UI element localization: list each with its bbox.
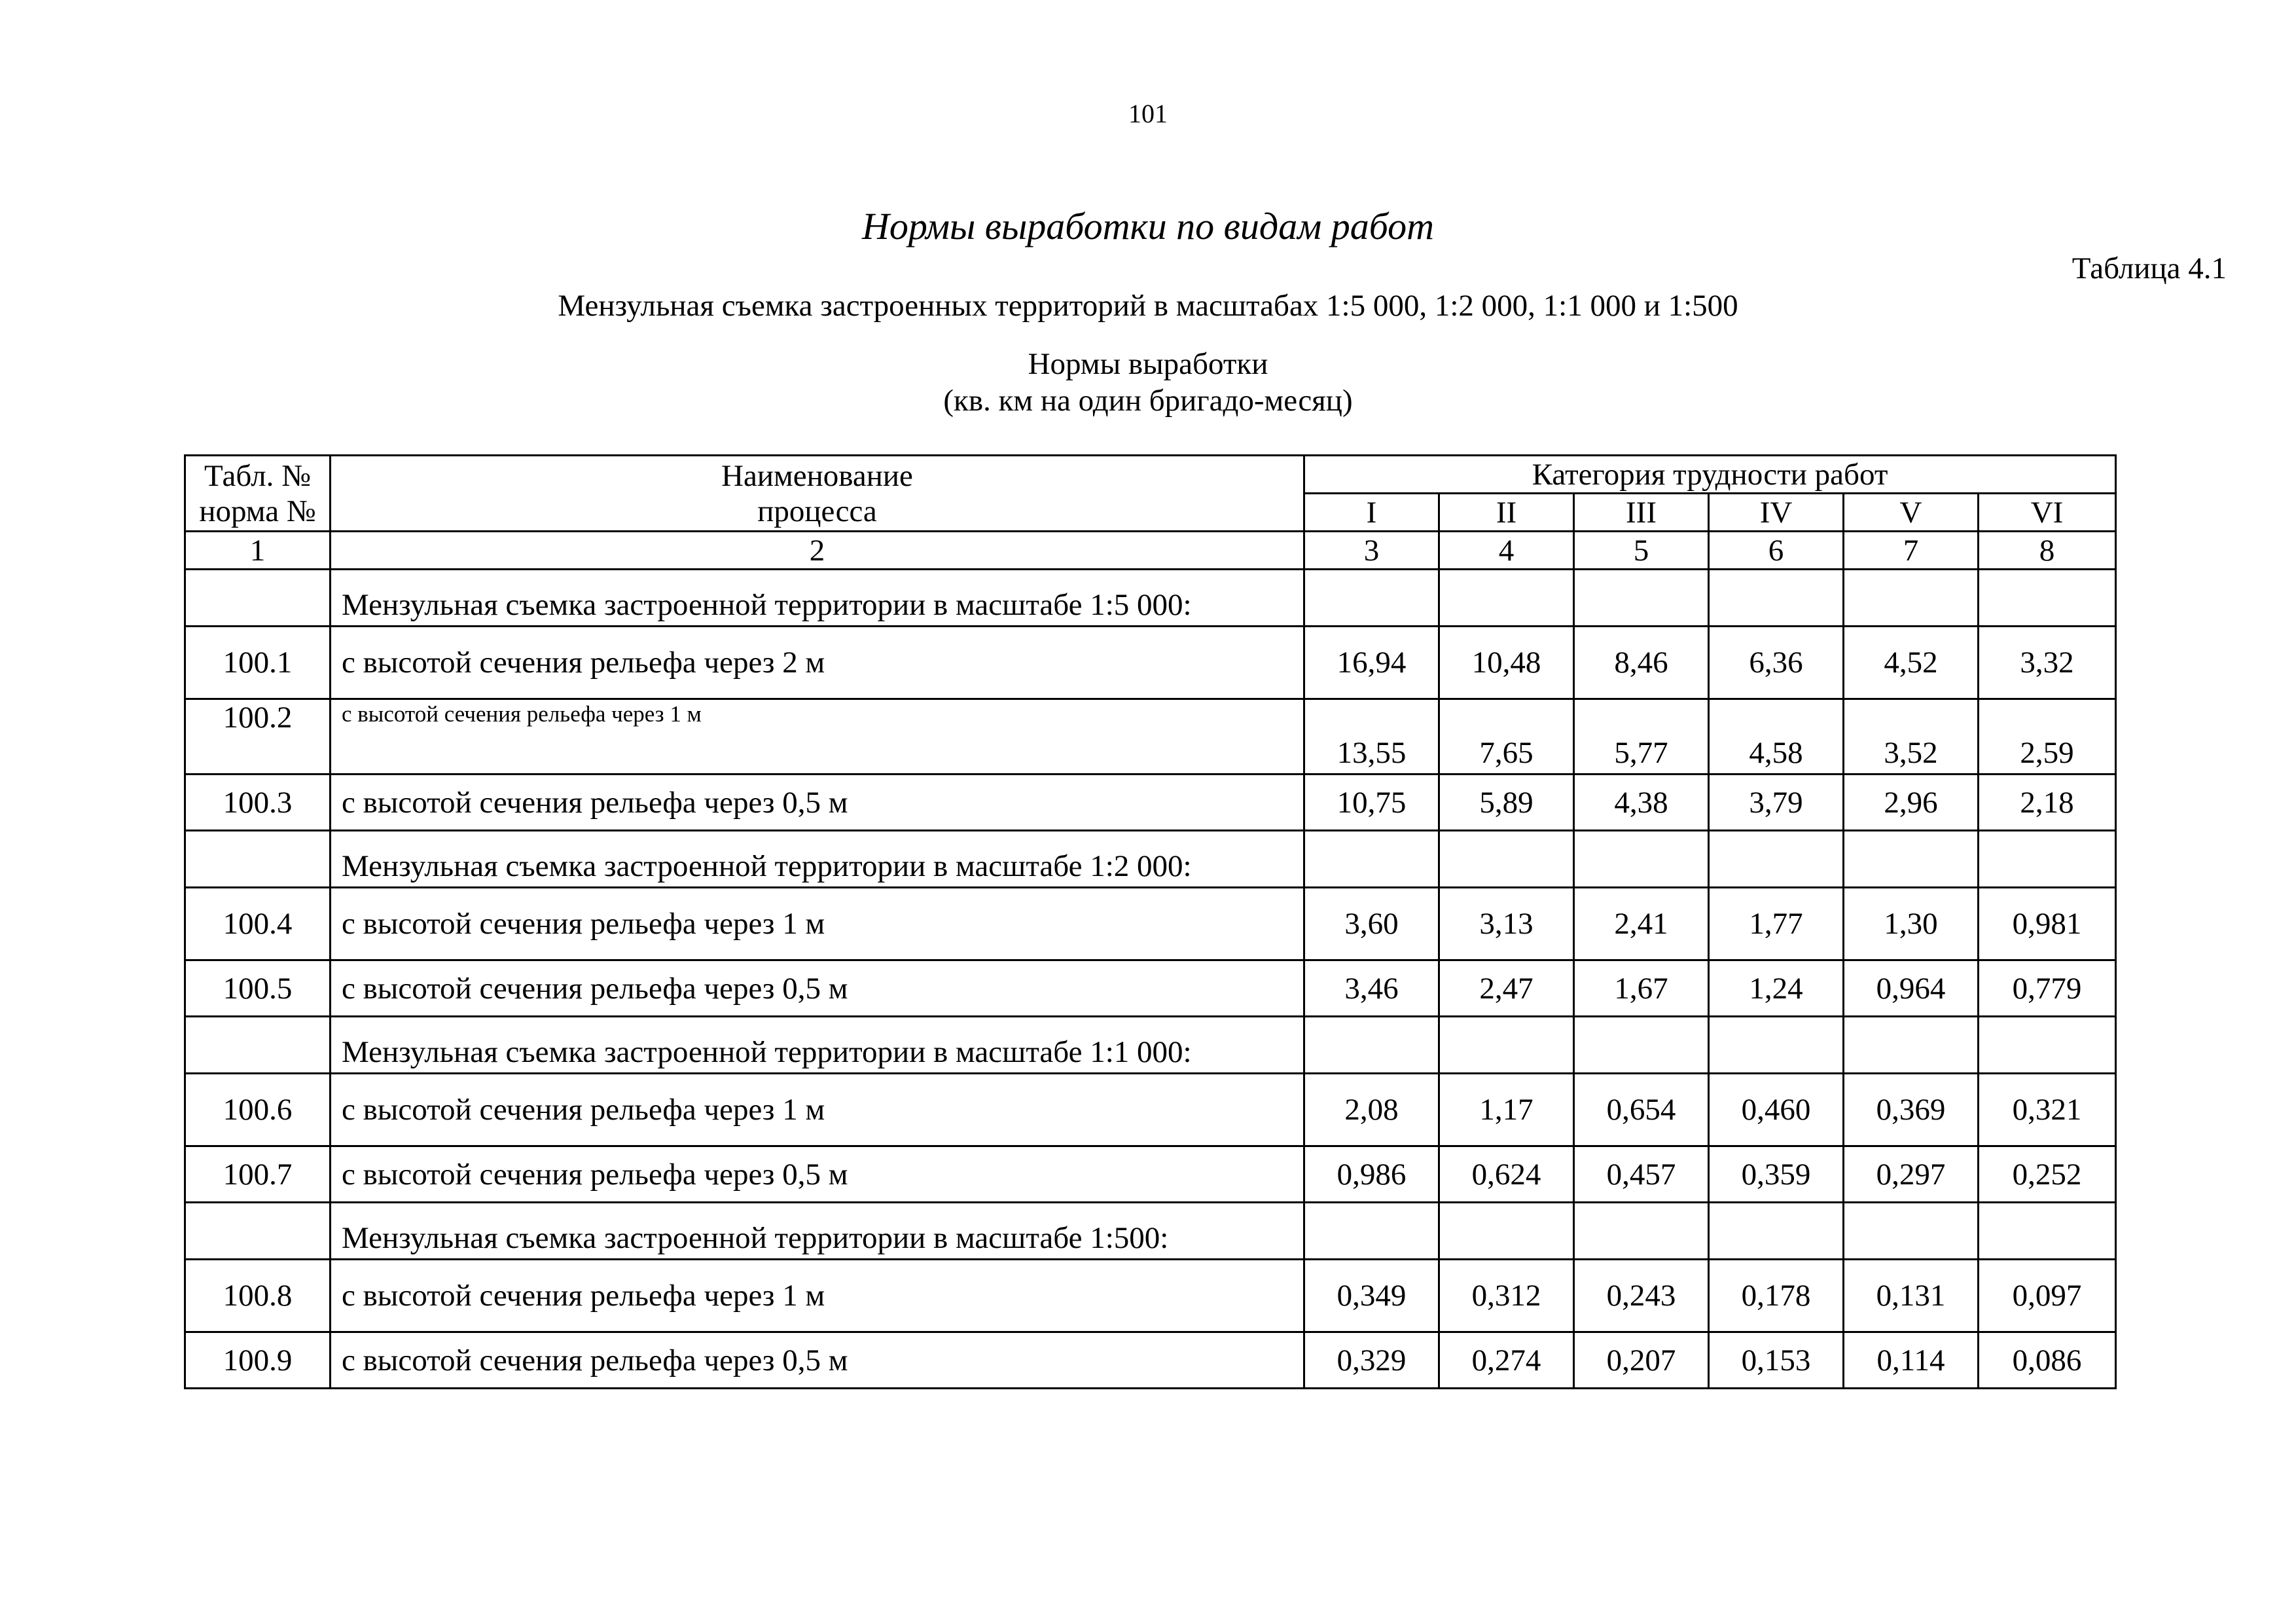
header-table-number bbox=[185, 456, 331, 532]
value-cell: 0,131 bbox=[1844, 1260, 1979, 1332]
value-cell: 0,986 bbox=[1304, 1146, 1439, 1203]
empty-cell bbox=[1304, 1203, 1439, 1260]
group-title: Мензульная съемка застроенной территории в масштабе 1:2 000: bbox=[331, 831, 1304, 888]
empty-cell bbox=[1709, 1203, 1844, 1260]
value-cell: 0,779 bbox=[1979, 960, 2116, 1017]
page-number: 101 bbox=[1128, 99, 1168, 128]
process-name: с высотой сечения рельефа через 0,5 м bbox=[331, 775, 1304, 831]
empty-cell bbox=[1574, 1017, 1709, 1074]
empty-cell bbox=[1709, 1017, 1844, 1074]
empty-cell bbox=[1844, 831, 1979, 888]
value-cell: 0,359 bbox=[1709, 1146, 1844, 1203]
header-row-1 bbox=[185, 456, 2116, 494]
process-name: с высотой сечения рельефа через 1 м bbox=[331, 699, 1304, 775]
value-cell: 2,47 bbox=[1439, 960, 1574, 1017]
value-cell: 0,243 bbox=[1574, 1260, 1709, 1332]
group-id-cell bbox=[185, 1017, 331, 1074]
group-id-cell bbox=[185, 1203, 331, 1260]
header-process-name-line1: Наименование bbox=[721, 458, 913, 493]
process-name: с высотой сечения рельефа через 0,5 м bbox=[331, 960, 1304, 1017]
table-row bbox=[185, 1260, 2116, 1332]
value-cell: 2,18 bbox=[1979, 775, 2116, 831]
value-cell: 5,77 bbox=[1574, 699, 1709, 775]
value-cell: 4,38 bbox=[1574, 775, 1709, 831]
value-cell: 2,41 bbox=[1574, 888, 1709, 960]
value-cell: 0,329 bbox=[1304, 1332, 1439, 1389]
value-cell: 2,96 bbox=[1844, 775, 1979, 831]
value-cell: 0,964 bbox=[1844, 960, 1979, 1017]
value-cell: 0,321 bbox=[1979, 1074, 2116, 1146]
header-category-group: Категория трудности работ bbox=[1304, 456, 2116, 494]
header-process-name bbox=[331, 456, 1304, 532]
value-cell: 16,94 bbox=[1304, 627, 1439, 699]
norm-id: 100.2 bbox=[185, 699, 331, 775]
group-row bbox=[185, 1017, 2116, 1074]
process-name: с высотой сечения рельефа через 1 м bbox=[331, 888, 1304, 960]
header-table-number-line1: Табл. № bbox=[204, 458, 311, 493]
value-cell: 10,48 bbox=[1439, 627, 1574, 699]
value-cell: 1,17 bbox=[1439, 1074, 1574, 1146]
norms-unit: (кв. км на один бригадо-месяц) bbox=[943, 384, 1353, 418]
value-cell: 0,624 bbox=[1439, 1146, 1574, 1203]
value-cell: 0,981 bbox=[1979, 888, 2116, 960]
value-cell: 0,178 bbox=[1709, 1260, 1844, 1332]
table-row bbox=[185, 627, 2116, 699]
empty-cell bbox=[1844, 570, 1979, 627]
column-number: 4 bbox=[1439, 532, 1574, 570]
value-cell: 5,89 bbox=[1439, 775, 1574, 831]
value-cell: 0,312 bbox=[1439, 1260, 1574, 1332]
header-category-vi: VI bbox=[1979, 494, 2116, 532]
norm-id: 100.7 bbox=[185, 1146, 331, 1203]
table-caption: Мензульная съемка застроенных территорий в масштабах 1:5 000, 1:2 000, 1:1 000 и 1:500 bbox=[558, 289, 1738, 323]
header-category-i: I bbox=[1304, 494, 1439, 532]
value-cell: 0,297 bbox=[1844, 1146, 1979, 1203]
table-row bbox=[185, 960, 2116, 1017]
value-cell: 0,457 bbox=[1574, 1146, 1709, 1203]
group-row bbox=[185, 1203, 2116, 1260]
process-name: с высотой сечения рельефа через 0,5 м bbox=[331, 1332, 1304, 1389]
header-category-iv: IV bbox=[1709, 494, 1844, 532]
value-cell: 1,30 bbox=[1844, 888, 1979, 960]
value-cell: 0,349 bbox=[1304, 1260, 1439, 1332]
empty-cell bbox=[1574, 570, 1709, 627]
group-title: Мензульная съемка застроенной территории в масштабе 1:1 000: bbox=[331, 1017, 1304, 1074]
process-name: с высотой сечения рельефа через 1 м bbox=[331, 1260, 1304, 1332]
empty-cell bbox=[1979, 831, 2116, 888]
value-cell: 2,59 bbox=[1979, 699, 2116, 775]
norms-title: Нормы выработки bbox=[1028, 347, 1268, 381]
value-cell: 1,67 bbox=[1574, 960, 1709, 1017]
norms-table bbox=[184, 454, 2117, 1389]
empty-cell bbox=[1304, 570, 1439, 627]
table-row bbox=[185, 1146, 2116, 1203]
table-row bbox=[185, 1332, 2116, 1389]
value-cell: 4,58 bbox=[1709, 699, 1844, 775]
empty-cell bbox=[1574, 831, 1709, 888]
norm-id: 100.6 bbox=[185, 1074, 331, 1146]
value-cell: 0,460 bbox=[1709, 1074, 1844, 1146]
section-title: Нормы выработки по видам работ bbox=[862, 205, 1434, 247]
group-row bbox=[185, 831, 2116, 888]
group-id-cell bbox=[185, 570, 331, 627]
norm-id: 100.4 bbox=[185, 888, 331, 960]
value-cell: 7,65 bbox=[1439, 699, 1574, 775]
process-name: с высотой сечения рельефа через 2 м bbox=[331, 627, 1304, 699]
value-cell: 0,274 bbox=[1439, 1332, 1574, 1389]
value-cell: 0,114 bbox=[1844, 1332, 1979, 1389]
value-cell: 0,153 bbox=[1709, 1332, 1844, 1389]
empty-cell bbox=[1304, 831, 1439, 888]
table-row bbox=[185, 699, 2116, 775]
value-cell: 1,24 bbox=[1709, 960, 1844, 1017]
header-table-number-line2: норма № bbox=[199, 494, 316, 528]
table-reference: Таблица 4.1 bbox=[2072, 251, 2227, 285]
value-cell: 3,60 bbox=[1304, 888, 1439, 960]
table-row bbox=[185, 1074, 2116, 1146]
group-title: Мензульная съемка застроенной территории в масштабе 1:5 000: bbox=[331, 570, 1304, 627]
value-cell: 3,46 bbox=[1304, 960, 1439, 1017]
group-row bbox=[185, 570, 2116, 627]
empty-cell bbox=[1844, 1017, 1979, 1074]
header-category-v: V bbox=[1844, 494, 1979, 532]
empty-cell bbox=[1574, 1203, 1709, 1260]
norms-heading bbox=[0, 346, 2296, 419]
header-process-name-line2: процесса bbox=[757, 494, 877, 528]
value-cell: 0,207 bbox=[1574, 1332, 1709, 1389]
table-row bbox=[185, 888, 2116, 960]
value-cell: 0,369 bbox=[1844, 1074, 1979, 1146]
empty-cell bbox=[1439, 570, 1574, 627]
column-number-row bbox=[185, 532, 2116, 570]
value-cell: 6,36 bbox=[1709, 627, 1844, 699]
value-cell: 0,086 bbox=[1979, 1332, 2116, 1389]
norm-id: 100.5 bbox=[185, 960, 331, 1017]
empty-cell bbox=[1304, 1017, 1439, 1074]
norm-id: 100.8 bbox=[185, 1260, 331, 1332]
empty-cell bbox=[1439, 1203, 1574, 1260]
value-cell: 3,32 bbox=[1979, 627, 2116, 699]
empty-cell bbox=[1979, 570, 2116, 627]
group-id-cell bbox=[185, 831, 331, 888]
norm-id: 100.1 bbox=[185, 627, 331, 699]
value-cell: 10,75 bbox=[1304, 775, 1439, 831]
column-number: 8 bbox=[1979, 532, 2116, 570]
column-number: 1 bbox=[185, 532, 331, 570]
empty-cell bbox=[1439, 831, 1574, 888]
empty-cell bbox=[1979, 1203, 2116, 1260]
column-number: 6 bbox=[1709, 532, 1844, 570]
value-cell: 1,77 bbox=[1709, 888, 1844, 960]
empty-cell bbox=[1979, 1017, 2116, 1074]
value-cell: 0,097 bbox=[1979, 1260, 2116, 1332]
group-title: Мензульная съемка застроенной территории в масштабе 1:500: bbox=[331, 1203, 1304, 1260]
value-cell: 8,46 bbox=[1574, 627, 1709, 699]
value-cell: 0,654 bbox=[1574, 1074, 1709, 1146]
norm-id: 100.9 bbox=[185, 1332, 331, 1389]
column-number: 2 bbox=[331, 532, 1304, 570]
value-cell: 3,79 bbox=[1709, 775, 1844, 831]
value-cell: 13,55 bbox=[1304, 699, 1439, 775]
empty-cell bbox=[1439, 1017, 1574, 1074]
process-name: с высотой сечения рельефа через 0,5 м bbox=[331, 1146, 1304, 1203]
process-name: с высотой сечения рельефа через 1 м bbox=[331, 1074, 1304, 1146]
norm-id: 100.3 bbox=[185, 775, 331, 831]
value-cell: 2,08 bbox=[1304, 1074, 1439, 1146]
column-number: 3 bbox=[1304, 532, 1439, 570]
column-number: 7 bbox=[1844, 532, 1979, 570]
table-row bbox=[185, 775, 2116, 831]
value-cell: 3,13 bbox=[1439, 888, 1574, 960]
empty-cell bbox=[1844, 1203, 1979, 1260]
empty-cell bbox=[1709, 570, 1844, 627]
value-cell: 3,52 bbox=[1844, 699, 1979, 775]
empty-cell bbox=[1709, 831, 1844, 888]
value-cell: 0,252 bbox=[1979, 1146, 2116, 1203]
column-number: 5 bbox=[1574, 532, 1709, 570]
header-category-ii: II bbox=[1439, 494, 1574, 532]
value-cell: 4,52 bbox=[1844, 627, 1979, 699]
header-category-iii: III bbox=[1574, 494, 1709, 532]
